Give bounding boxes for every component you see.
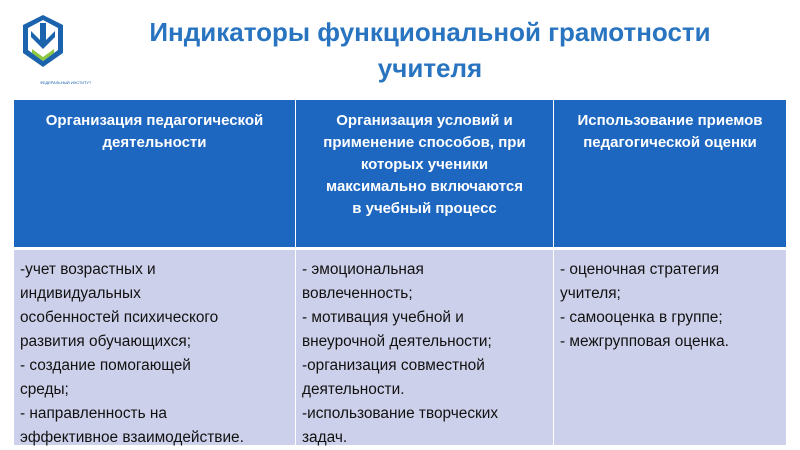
header-text: Использование приемов	[577, 112, 763, 129]
cell-text: - межгрупповая оценка.	[560, 333, 729, 350]
cell-text: задач.	[302, 429, 348, 446]
header-text: Организация педагогической	[45, 112, 264, 129]
slide-title	[85, 14, 775, 86]
table-header-cell	[14, 100, 296, 250]
cell-text: - мотивация учебной и	[302, 309, 464, 326]
table-cell	[14, 250, 296, 446]
table-cell	[554, 250, 786, 446]
cell-text: - эмоциональная	[302, 261, 424, 278]
header-text: которых ученики	[360, 156, 489, 173]
header-text: применение способов, при	[323, 134, 526, 151]
cell-text: - оценочная стратегия	[560, 261, 720, 278]
cell-text: -использование творческих	[302, 405, 499, 422]
cell-text: эффективное взаимодействие.	[20, 429, 244, 446]
cell-text: внеурочной деятельности;	[302, 333, 492, 350]
cell-text: особенностей психического	[20, 309, 219, 326]
table-header-cell	[296, 100, 554, 250]
header-text: в учебный процесс	[352, 200, 497, 217]
table-cell	[296, 250, 554, 446]
indicators-table	[14, 100, 786, 446]
logo-caption: ФЕДЕРАЛЬНЫЙ ИНСТИТУТ	[40, 80, 92, 85]
cell-text: -учет возрастных и	[20, 261, 156, 278]
cell-text: - создание помогающей	[20, 357, 191, 374]
cell-text: деятельности.	[302, 381, 405, 398]
table-header-cell	[554, 100, 786, 250]
cell-text: развития обучающихся;	[20, 333, 191, 350]
slide-title-line: учителя	[377, 53, 483, 83]
header-text: педагогической оценки	[583, 134, 757, 151]
cell-text: - самооценка в группе;	[560, 309, 723, 326]
header-text: деятельности	[102, 134, 207, 151]
logo-emblem-icon	[20, 13, 66, 75]
cell-text: -организация совместной	[302, 357, 485, 374]
slide-title-line: Индикаторы функциональной грамотности	[149, 17, 711, 47]
cell-text: среды;	[20, 381, 69, 398]
cell-text: вовлеченность;	[302, 285, 413, 302]
cell-text: учителя;	[560, 285, 621, 302]
cell-text: - направленность на	[20, 405, 167, 422]
header-text: Организация условий и	[336, 112, 513, 129]
cell-text: индивидуальных	[20, 285, 141, 302]
institute-logo	[20, 13, 92, 85]
header-text: максимально включаются	[326, 178, 523, 195]
